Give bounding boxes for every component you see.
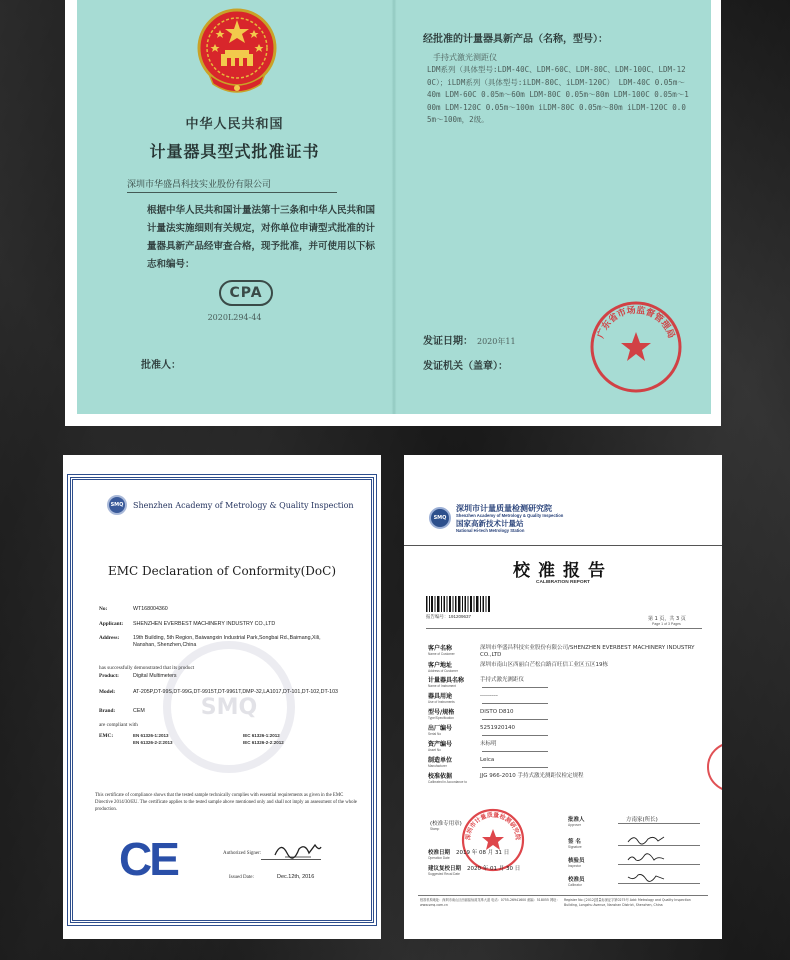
emc-field-key: EMC: bbox=[99, 733, 114, 739]
calibrator-line bbox=[618, 883, 700, 884]
certificate-country: 中华人民共和国 bbox=[185, 117, 284, 132]
verifier-signature-icon bbox=[626, 852, 666, 864]
next-cal-date-value: 2020 年 01 月 30 日 bbox=[467, 866, 521, 872]
emc-standard: EN 61326-1:2013 bbox=[133, 733, 169, 738]
emc-issued-label: Issued Date: bbox=[229, 875, 254, 880]
cal-row-value: 手持式激光测距仪 bbox=[480, 677, 525, 683]
approver-value: 方南家(所长) bbox=[626, 817, 658, 823]
cal-row-key-cn: 客户地址 bbox=[428, 662, 453, 669]
cal-station-name: 国家高新技术计量站 bbox=[456, 519, 524, 528]
cal-divider bbox=[426, 628, 702, 629]
cal-row-key-en: Type/Specification bbox=[428, 716, 454, 720]
emc-field-key: Applicant: bbox=[99, 621, 124, 627]
cal-row-value: 深圳市南山区西丽白芒松白路百旺信工业区五区19栋 bbox=[480, 662, 609, 668]
official-seal-icon bbox=[589, 300, 683, 394]
smq-logo-icon: SMQ bbox=[107, 495, 127, 515]
cal-date-label-en: Operation Date bbox=[428, 856, 450, 860]
cal-date-value: 2019 年 08 月 31 日 bbox=[456, 850, 510, 856]
cal-row-key-en: Asset No bbox=[428, 748, 441, 752]
footer-left: 校准机构地址：深圳市南山区西丽留仙洞龙珠大道 电话：0755-26941600 邮编：518055 网址：www.smq.com.cn bbox=[420, 898, 560, 907]
cal-page-number-en: Page 1 of 3 Pages bbox=[652, 622, 681, 626]
cal-row-value: JJG 966-2010 手持式激光测距仪检定规程 bbox=[480, 773, 584, 779]
emc-field-standards bbox=[99, 733, 133, 739]
approver-label: 批准人： bbox=[141, 360, 181, 371]
emc-standard: EN 61326-2-2:2013 bbox=[133, 740, 173, 745]
cal-station-name-en: National Hi-tech Metrology Station bbox=[456, 528, 525, 533]
cal-stamp-label: (校准专用章) bbox=[430, 821, 462, 827]
emc-field-model bbox=[99, 689, 341, 696]
certificate-code: 2020L294-44 bbox=[207, 313, 262, 322]
cal-date-label: 校准日期 bbox=[428, 850, 451, 856]
cal-row-key bbox=[428, 757, 480, 768]
cal-institute-name: 深圳市计量质量检测研究院 bbox=[456, 504, 552, 513]
emc-field-value: WT168004360 bbox=[133, 606, 168, 612]
calibrator-label: 校准员 bbox=[568, 877, 585, 883]
cal-stamp-label-en: Stamp bbox=[430, 827, 440, 831]
signature-row bbox=[568, 837, 582, 849]
emc-field-key: No: bbox=[99, 606, 108, 612]
certificate-left-page bbox=[77, 0, 392, 414]
cal-institute-name-en: Shenzhen Academy of Metrology & Quality Inspection bbox=[456, 513, 564, 518]
cal-row-value: 深圳市华盛昌科技实业股份有限公司/SHENZHEN EVERBEST MACHINERY INDUSTRY CO.,LTD bbox=[480, 645, 695, 658]
cal-row-key-cn: 型号/规格 bbox=[428, 709, 455, 716]
cal-report-number: 报告编号：191209637 bbox=[426, 614, 472, 619]
emc-signer-label: Authorized Signer: bbox=[223, 851, 262, 856]
signature-icon bbox=[271, 839, 323, 863]
signature-icon bbox=[626, 833, 666, 845]
cal-row-key-cn: 客户名称 bbox=[428, 645, 453, 652]
footer-right: Register No: [2012]国量标深证字第0275号 Add: Metrology and Quality Inspection Building, Longzhu Avenue, Nanshan District, Shenzhen, China bbox=[564, 898, 691, 907]
signature-label: 签 名 bbox=[568, 839, 581, 845]
emc-demonstrated-note: has successfully demonstrated that its product bbox=[99, 665, 195, 671]
emc-academy-name: Shenzhen Academy of Metrology & Quality Inspection bbox=[133, 500, 354, 510]
national-emblem-icon bbox=[195, 4, 279, 100]
emc-field-key: Address: bbox=[99, 635, 120, 641]
cal-row-key-en: Manufacturer bbox=[428, 764, 447, 768]
calibration-report-document bbox=[404, 455, 722, 939]
cal-row-key bbox=[428, 773, 480, 784]
field-underline bbox=[482, 735, 548, 736]
cal-row-key-cn: 制造单位 bbox=[428, 757, 453, 764]
emc-field-key: Product: bbox=[99, 673, 119, 679]
seal-text: 广东省市场监督管理局 bbox=[596, 305, 676, 340]
cal-row-reference bbox=[428, 773, 700, 784]
cal-row-use bbox=[428, 693, 700, 704]
emc-field-address bbox=[99, 635, 341, 649]
verifier-line bbox=[618, 864, 700, 865]
cal-row-value: Leica bbox=[480, 757, 495, 763]
cal-row-address bbox=[428, 662, 700, 673]
cal-row-value: DISTO D810 bbox=[480, 709, 514, 715]
cal-row-key bbox=[428, 677, 480, 688]
cal-row-instrument bbox=[428, 677, 700, 688]
smq-watermark: SMQ bbox=[163, 641, 295, 773]
product-heading: 经批准的计量器具新产品（名称，型号）： bbox=[423, 34, 608, 45]
cal-row-key bbox=[428, 645, 480, 659]
certificate-title: 计量器具型式批准证书 bbox=[149, 142, 320, 161]
cal-row-customer bbox=[428, 645, 700, 659]
emc-compliant-note: are compliant with bbox=[99, 722, 138, 728]
cal-row-type bbox=[428, 709, 700, 720]
cal-row-manufacturer bbox=[428, 757, 700, 768]
emc-field-no bbox=[99, 606, 341, 613]
approver-line bbox=[618, 823, 700, 824]
cal-row-key bbox=[428, 709, 480, 720]
cal-date bbox=[428, 848, 509, 860]
cal-row-key-cn: 校准依据 bbox=[428, 773, 453, 780]
cal-row-key-en: Name of Instrument bbox=[428, 684, 456, 688]
cal-row-key bbox=[428, 725, 480, 736]
emc-field-value: CEM bbox=[133, 708, 145, 714]
emc-field-value: Digital Multimeters bbox=[133, 673, 177, 679]
emc-standard: IEC 61326-1:2012 bbox=[243, 733, 280, 738]
approver-row bbox=[568, 815, 585, 827]
signature-line bbox=[618, 845, 700, 846]
verifier-label: 核验员 bbox=[568, 858, 585, 864]
emc-field-product bbox=[99, 673, 341, 680]
cal-row-key bbox=[428, 662, 480, 673]
field-underline bbox=[482, 703, 548, 704]
side-seal-icon bbox=[702, 737, 722, 797]
cal-title-en: CALIBRATION REPORT bbox=[535, 580, 590, 585]
certificate-sheet bbox=[77, 0, 711, 414]
calibrator-row bbox=[568, 875, 585, 887]
emc-field-value: AT-205P,DT-99S,DT-99G,DT-9915T,DT-9961T,DMP-32,LA1017,DT-101,DT-102,DT-103 bbox=[133, 689, 339, 695]
cal-page-number: 第 1 页，共 3 页 bbox=[648, 616, 686, 622]
field-underline bbox=[482, 767, 548, 768]
emc-field-value: 19th Building, 5th Region, Baiwangxin Industrial Park,Songbai Rd.,Baimang,Xili, Nanshan, Shenzhen,China bbox=[133, 635, 321, 648]
cpa-mark: CPA bbox=[219, 280, 273, 306]
emc-header bbox=[107, 495, 354, 515]
approver-label: 批准人 bbox=[568, 817, 585, 823]
cal-row-key-en: Calibrated in Accordance to bbox=[428, 780, 467, 784]
cal-row-key-cn: 器具用途 bbox=[428, 693, 453, 700]
issue-date-label: 发证日期： bbox=[423, 336, 473, 347]
calibrator-label-en: Calibrator bbox=[568, 883, 582, 887]
cal-row-serial bbox=[428, 725, 700, 736]
cal-header bbox=[429, 504, 563, 534]
cal-row-key-cn: 出厂编号 bbox=[428, 725, 453, 732]
issue-date bbox=[423, 332, 516, 347]
product-spec: LDM系列（具体型号:LDM-40C、LDM-60C、LDM-80C、LDM-100C、LDM-120C）；iLDM系列（具体型号:iLDM-80C、iLDM-120C） LDM-40C 0.05m～40m LDM-60C 0.05m～60m LDM-80C 0.05m～80m LDM-100C 0.05m～100m LDM-120C 0.05m～100m iLDM-80C 0.05m～80m iLDM-120C 0.05m～100m，2级。 bbox=[427, 65, 689, 124]
field-underline bbox=[482, 687, 548, 688]
ce-mark-icon: CE bbox=[119, 833, 177, 885]
header-divider bbox=[404, 545, 722, 546]
emc-compliance-paragraph: This certificate of compliance shows that the tested sample technically complies with essential requirements as given in the EMC Directive 2014/30/EU. The certificate applies to the tested sample above mentioned only and shall not imply an assessment of the whole production. bbox=[95, 793, 357, 812]
barcode-icon bbox=[426, 596, 490, 612]
smq-logo-icon: SMQ bbox=[429, 507, 451, 529]
emc-field-key: Model: bbox=[99, 689, 116, 695]
certificate-company: 深圳市华盛昌科技实业股份有限公司 bbox=[127, 177, 337, 193]
cal-row-key-en: Serial No bbox=[428, 732, 442, 736]
cal-row-key bbox=[428, 693, 480, 704]
cal-seal-text: 深圳市计量质量检测研究院 bbox=[464, 811, 522, 841]
next-cal-date bbox=[428, 864, 520, 876]
emc-issued-date: Dec.12th, 2016 bbox=[277, 874, 315, 880]
issue-date-value: 2020年11 bbox=[477, 337, 516, 346]
certificate-right-page bbox=[399, 0, 709, 414]
emc-field-value: SHENZHEN EVERBEST MACHINERY INDUSTRY CO.,LTD bbox=[133, 621, 276, 627]
signature-label-en: Signature bbox=[568, 845, 582, 849]
cal-row-key bbox=[428, 741, 480, 752]
emc-field-applicant bbox=[99, 621, 341, 628]
emc-declaration-document bbox=[63, 455, 381, 939]
cal-row-value: --------- bbox=[480, 693, 498, 699]
field-underline bbox=[482, 719, 548, 720]
field-underline bbox=[482, 751, 548, 752]
verifier-row bbox=[568, 856, 585, 868]
cal-institute-block bbox=[456, 504, 563, 534]
cal-row-key-en: Address of Customer bbox=[428, 669, 458, 673]
emc-standard: IEC 61326-2-2:2012 bbox=[243, 740, 284, 745]
cal-row-value: 未标明 bbox=[480, 741, 497, 747]
footer-divider bbox=[418, 895, 708, 896]
cal-title: 校准报告 bbox=[513, 561, 613, 581]
verifier-label-en: Inspector bbox=[568, 864, 582, 868]
cal-row-asset bbox=[428, 741, 700, 752]
emc-field-key: Brand: bbox=[99, 708, 116, 714]
cal-row-key-en: Use of Instruments bbox=[428, 700, 455, 704]
emc-field-brand bbox=[99, 708, 341, 715]
product-name: 手持式激光测距仪 bbox=[433, 53, 497, 62]
pattern-approval-certificate bbox=[65, 0, 721, 426]
issue-org-label: 发证机关（盖章）： bbox=[423, 361, 508, 372]
calibrator-signature-icon bbox=[626, 871, 666, 883]
certificate-body-text: 根据中华人民共和国计量法第十三条和中华人民共和国计量法实施细则有关规定，对你单位申请型式批准的计量器具新产品经审查合格，现予批准，并可使用以下标志和编号： bbox=[147, 205, 376, 270]
cal-row-key-cn: 资产编号 bbox=[428, 741, 453, 748]
next-cal-date-label-en: Suggested Recal Date bbox=[428, 872, 460, 876]
cal-row-value: 5251920140 bbox=[480, 725, 515, 731]
emc-title: EMC Declaration of Conformity(DoC) bbox=[107, 564, 337, 578]
approver-label-en: Approver bbox=[568, 823, 581, 827]
next-cal-date-label: 建议复校日期 bbox=[428, 866, 462, 872]
cal-row-key-en: Name of Customer bbox=[428, 652, 455, 656]
cal-row-key-cn: 计量器具名称 bbox=[428, 677, 465, 684]
